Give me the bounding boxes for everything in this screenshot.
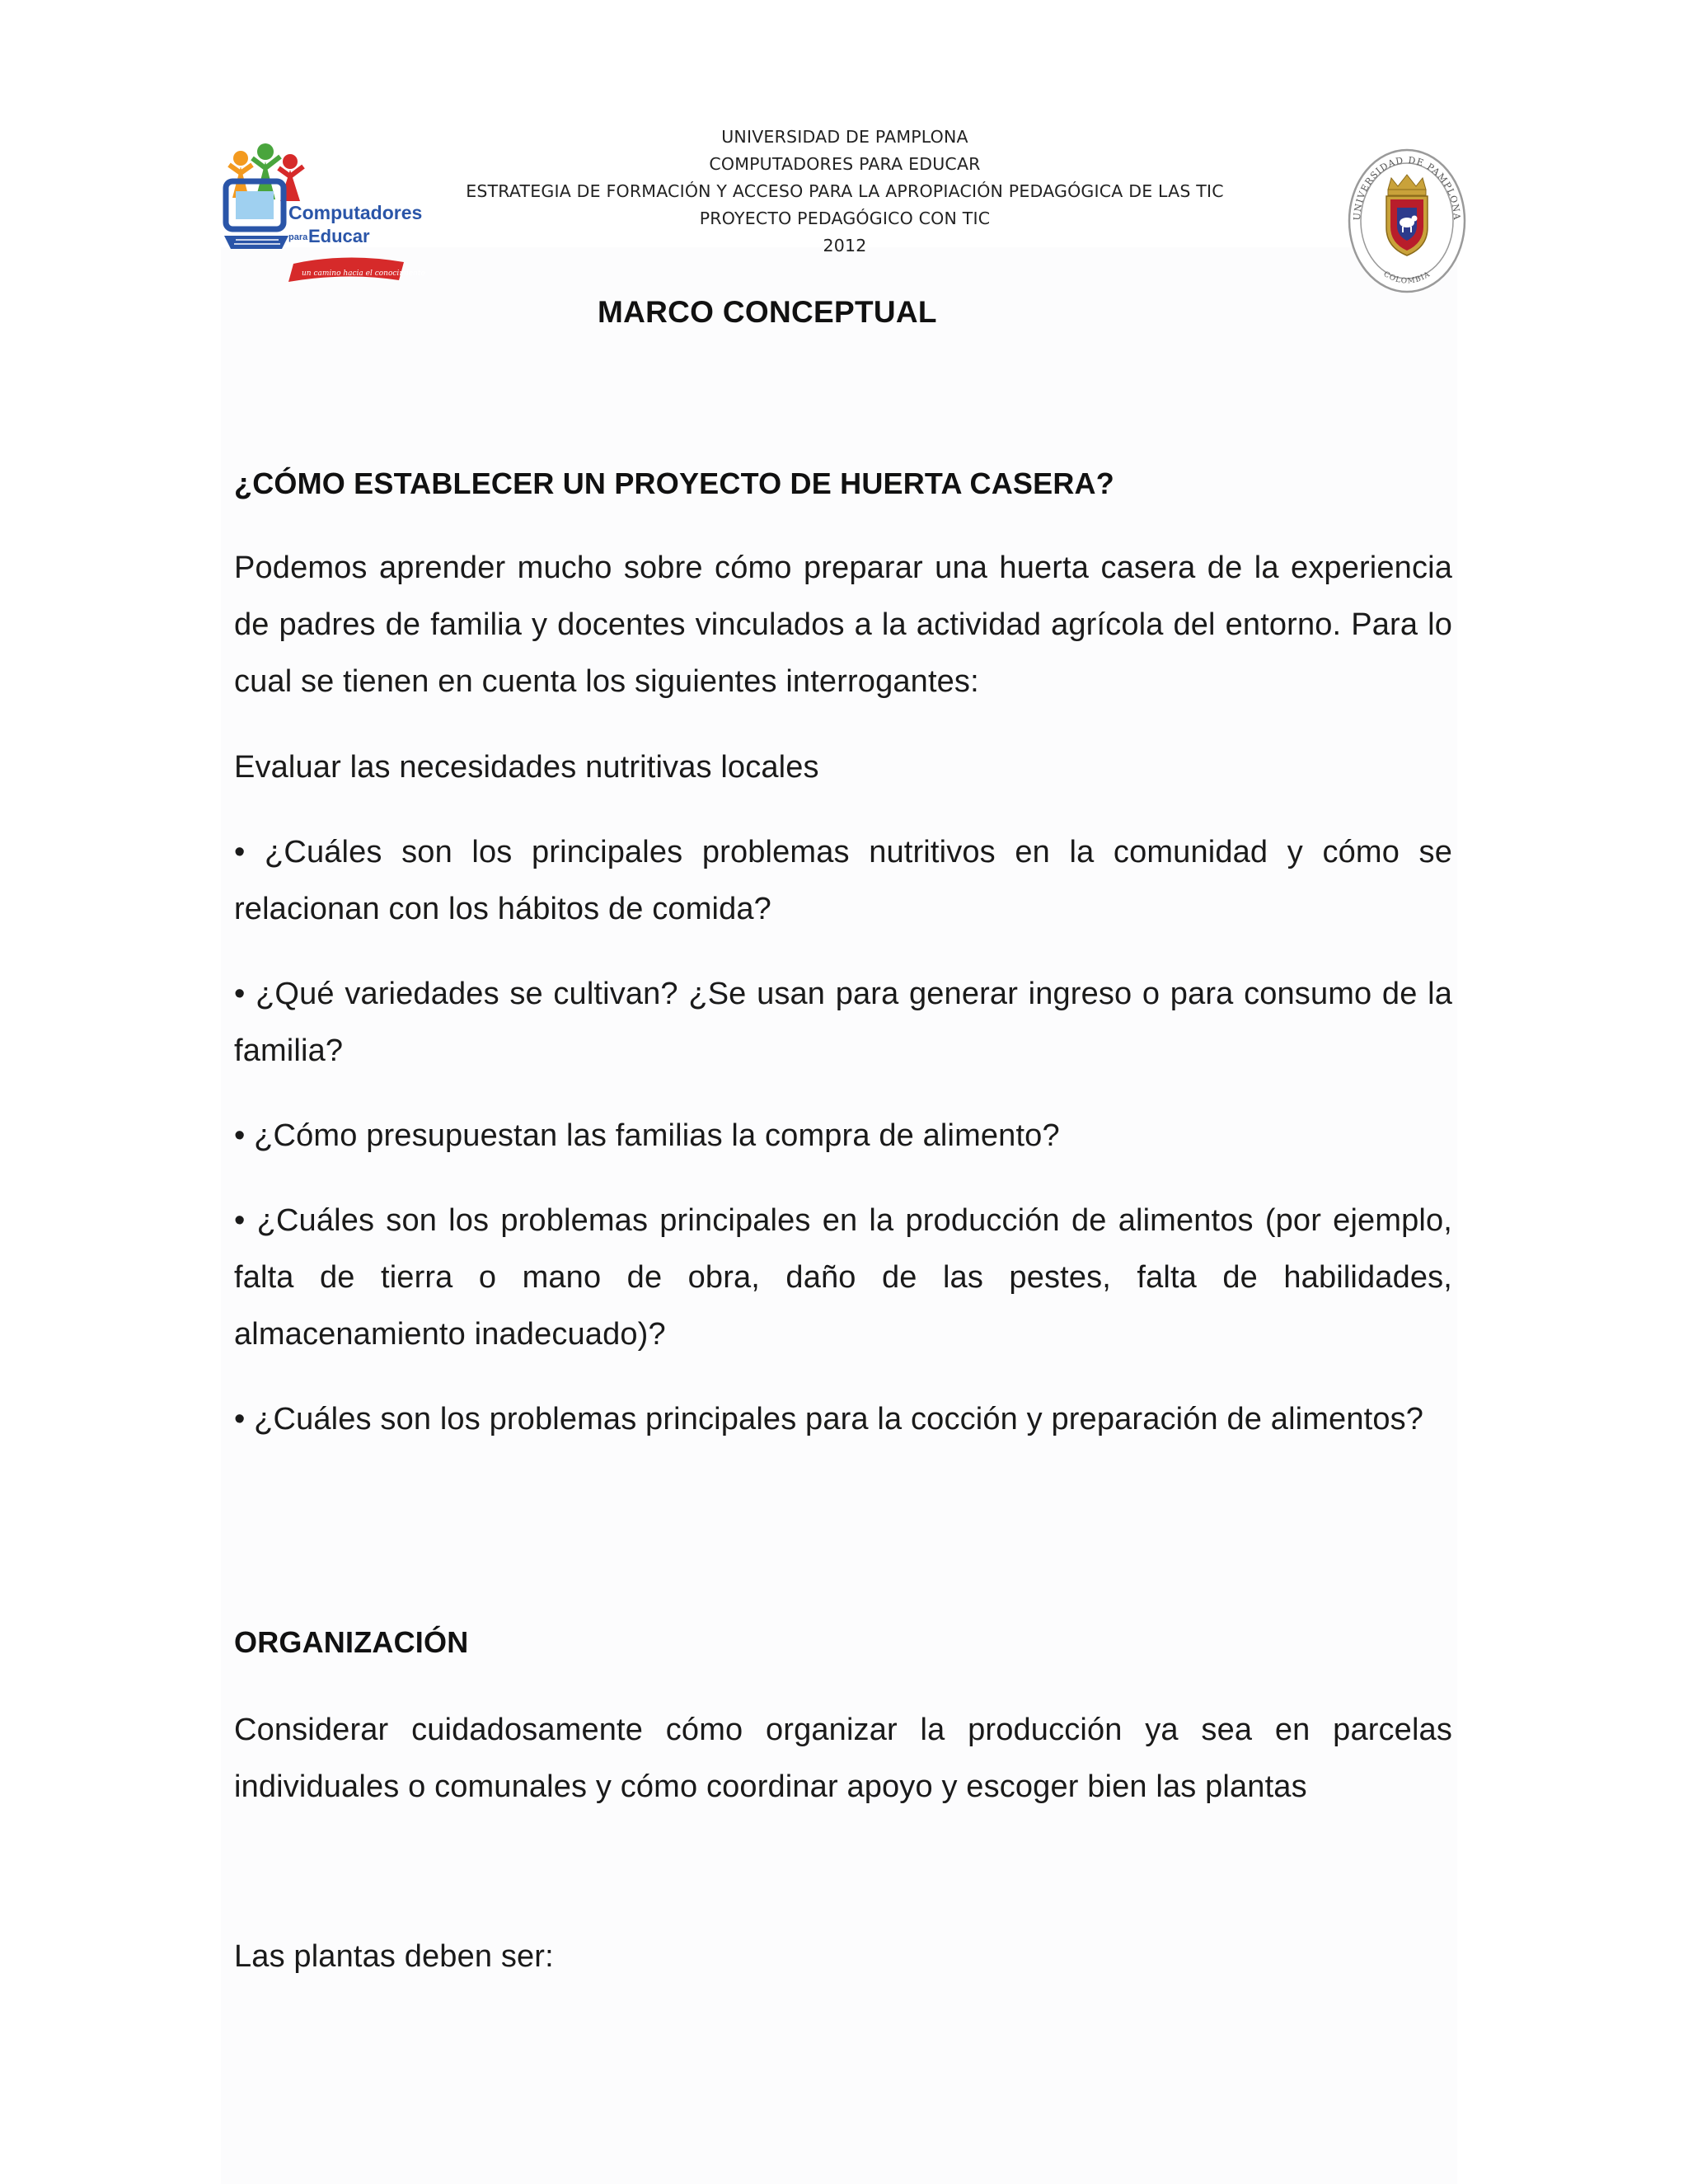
document-title: MARCO CONCEPTUAL bbox=[598, 295, 937, 329]
organization-paragraph: Considerar cuidadosamente cómo organizar la producción ya sea en parcelas individuales o comunales y cómo coordinar apoyo y escoger bien las plantas bbox=[234, 1713, 1452, 1804]
section-heading-huerta: ¿CÓMO ESTABLECER UN PROYECTO DE HUERTA CASERA? bbox=[234, 466, 1114, 500]
header-line-program: COMPUTADORES PARA EDUCAR bbox=[709, 154, 981, 174]
header-line-project: PROYECTO PEDAGÓGICO CON TIC bbox=[699, 209, 991, 228]
header-line-year: 2012 bbox=[823, 236, 867, 255]
universidad-de-pamplona-seal bbox=[1345, 142, 1469, 302]
header-line-university: UNIVERSIDAD DE PAMPLONA bbox=[721, 127, 968, 147]
header-institution-block bbox=[429, 124, 1261, 260]
svg-text:un camino hacia el conocimient: un camino hacia el conocimiento bbox=[302, 269, 425, 278]
list-item: • ¿Cómo presupuestan las familias la compra de alimento? bbox=[234, 1118, 1060, 1153]
svg-text:para: para bbox=[288, 232, 308, 242]
intro-paragraph: Podemos aprender mucho sobre cómo preparar una huerta casera de la experiencia de padres de familia y docentes vinculados a la actividad agrícola del entorno. Para lo cual se tienen en cuenta los siguientes interrogantes: bbox=[234, 551, 1452, 699]
svg-text:UNIVERSIDAD DE PAMPLONA: UNIVERSIDAD DE PAMPLONA bbox=[1351, 154, 1463, 221]
list-item: • ¿Cuáles son los problemas principales en la producción de alimentos (por ejemplo, falta de tierra o mano de obra, daño de las pestes, falta de habilidades, almacenamiento inadecuado)? bbox=[234, 1203, 1452, 1352]
list-item: • ¿Qué variedades se cultivan? ¿Se usan para generar ingreso o para consumo de la familia? bbox=[234, 977, 1452, 1068]
header-line-strategy: ESTRATEGIA DE FORMACIÓN Y ACCESO PARA LA APROPIACIÓN PEDAGÓGICA DE LAS TIC bbox=[466, 181, 1224, 201]
svg-text:Educar: Educar bbox=[308, 226, 370, 246]
svg-text:Computadores: Computadores bbox=[288, 202, 423, 223]
section-heading-organizacion: ORGANIZACIÓN bbox=[234, 1625, 469, 1659]
list-item: • ¿Cuáles son los problemas principales para la cocción y preparación de alimentos? bbox=[234, 1402, 1424, 1436]
svg-text:COLOMBIA: COLOMBIA bbox=[1381, 269, 1432, 286]
list-item: • ¿Cuáles son los principales problemas nutritivos en la comunidad y cómo se relacionan con los hábitos de comida? bbox=[234, 835, 1452, 926]
plants-closing-line: Las plantas deben ser: bbox=[234, 1939, 554, 1974]
computadores-para-educar-logo bbox=[223, 140, 429, 297]
subheading-needs: Evaluar las necesidades nutritivas locales bbox=[234, 750, 819, 785]
